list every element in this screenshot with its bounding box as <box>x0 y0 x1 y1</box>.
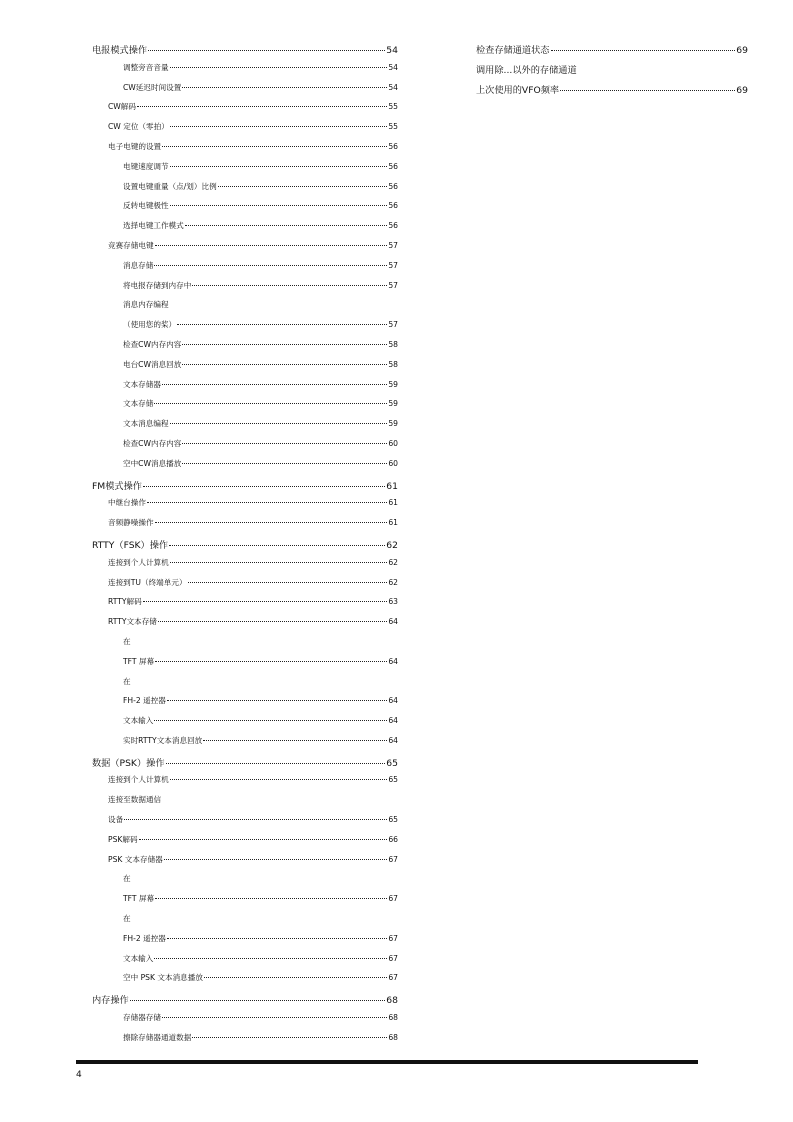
toc-entry-page: 60 <box>388 458 398 468</box>
toc-entry-title: 检查存储通道状态 <box>476 45 550 56</box>
toc-entry[interactable] <box>92 814 398 834</box>
toc-entry-title: 在 <box>123 636 131 646</box>
toc-entry-page: 68 <box>388 1013 398 1023</box>
toc-entry[interactable] <box>476 82 748 102</box>
toc-entry[interactable] <box>92 537 398 557</box>
toc-entry-title: 竞赛存储电键 <box>108 240 154 250</box>
toc-entry[interactable] <box>476 62 748 82</box>
toc-entry-title: 反转电键极性 <box>123 201 169 211</box>
toc-leader-dots <box>166 763 386 764</box>
toc-entry[interactable] <box>92 200 398 220</box>
toc-entry[interactable] <box>92 161 398 181</box>
toc-leader-dots <box>192 285 387 286</box>
toc-entry-title: CW 定位（零拍） <box>108 122 169 132</box>
toc-leader-dots <box>139 839 388 840</box>
toc-entry-title: 调用除...以外的存储通道 <box>476 64 577 76</box>
toc-entry-title: 擦除存储器通道数据 <box>123 1032 192 1042</box>
toc-entry-title: CW延迟时间设置 <box>123 82 182 92</box>
toc-entry[interactable] <box>92 240 398 260</box>
toc-leader-dots <box>155 661 387 662</box>
toc-entry-title: 调整旁音音量 <box>123 62 169 72</box>
toc-entry-title: 数据（PSK）操作 <box>92 757 165 769</box>
toc-entry[interactable] <box>92 972 398 992</box>
toc-entry-page: 56 <box>388 221 398 231</box>
toc-entry-page: 67 <box>388 854 398 864</box>
toc-entry-page: 54 <box>388 82 398 92</box>
toc-entry[interactable] <box>92 913 398 933</box>
toc-entry-title: 消息内存编程 <box>123 300 169 310</box>
toc-entry-page: 67 <box>388 973 398 983</box>
toc-leader-dots <box>124 819 387 820</box>
toc-entry-page: 59 <box>388 379 398 389</box>
toc-entry-title: 设置电键重量（点/划）比例 <box>123 181 217 191</box>
footer-rule <box>76 1060 698 1064</box>
toc-entry-title: 设备 <box>108 815 124 825</box>
toc-entry-page: 56 <box>388 181 398 191</box>
toc-leader-dots <box>185 225 388 226</box>
toc-entry-title: 检查CW内存内容 <box>123 339 182 349</box>
toc-entry-title: 连接到TU（终端单元） <box>108 577 187 587</box>
toc-leader-dots <box>143 601 388 602</box>
toc-entry-title: 电报模式操作 <box>92 45 148 56</box>
toc-leader-dots <box>154 265 387 266</box>
toc-entry-title: 文本输入 <box>123 953 154 963</box>
toc-leader-dots <box>203 740 387 741</box>
toc-entry-title: 选择电键工作模式 <box>123 221 184 231</box>
toc-entry[interactable] <box>92 121 398 141</box>
toc-entry[interactable] <box>92 893 398 913</box>
toc-leader-dots <box>204 977 387 978</box>
toc-leader-dots <box>130 1000 386 1001</box>
toc-leader-dots <box>170 562 388 563</box>
toc-entry-title: FH-2 遥控器 <box>123 696 166 706</box>
toc-entry[interactable] <box>92 280 398 300</box>
toc-leader-dots <box>167 938 387 939</box>
toc-entry[interactable] <box>92 478 398 498</box>
toc-entry[interactable] <box>92 398 398 418</box>
toc-entry-title: 存储器存储 <box>123 1013 161 1023</box>
toc-entry-page: 60 <box>388 438 398 448</box>
toc-entry-page: 67 <box>388 933 398 943</box>
toc-entry-page: 59 <box>388 419 398 429</box>
toc-entry[interactable] <box>92 438 398 458</box>
toc-entry-page: 64 <box>388 716 398 726</box>
toc-entry-page: 65 <box>388 775 398 785</box>
toc-entry-page: 56 <box>388 161 398 171</box>
toc-entry[interactable] <box>92 953 398 973</box>
toc-leader-dots <box>148 50 385 51</box>
toc-leader-dots <box>155 898 387 899</box>
toc-leader-dots <box>182 463 387 464</box>
toc-entry-page: 61 <box>386 480 398 492</box>
toc-entry-title: 上次使用的VFO频率 <box>476 84 560 96</box>
toc-leader-dots <box>155 245 388 246</box>
toc-entry[interactable] <box>92 458 398 478</box>
toc-entry-title: 将电报存储到内存中 <box>123 280 192 290</box>
toc-entry-title: 检查CW内存内容 <box>123 438 182 448</box>
toc-entry-page: 56 <box>388 201 398 211</box>
toc-entry-title: 在 <box>123 914 131 924</box>
toc-entry[interactable] <box>92 359 398 379</box>
toc-leader-dots <box>169 545 385 546</box>
toc-entry[interactable] <box>92 636 398 656</box>
toc-left-column <box>92 42 398 1052</box>
toc-entry[interactable] <box>92 854 398 874</box>
toc-leader-dots <box>162 384 387 385</box>
toc-entry[interactable] <box>92 715 398 735</box>
toc-entry[interactable] <box>92 339 398 359</box>
toc-entry[interactable] <box>92 596 398 616</box>
toc-entry[interactable] <box>92 695 398 715</box>
toc-entry-title: PSK 文本存储器 <box>108 854 163 864</box>
toc-leader-dots <box>162 1017 387 1018</box>
toc-entry-title: 在 <box>123 676 131 686</box>
toc-entry-title: 电子电键的设置 <box>108 141 162 151</box>
toc-entry-title: RTTY（FSK）操作 <box>92 539 169 551</box>
toc-entry-page: 61 <box>388 518 398 528</box>
toc-leader-dots <box>182 344 387 345</box>
toc-entry[interactable] <box>92 1012 398 1032</box>
toc-entry-page: 69 <box>736 45 748 56</box>
toc-leader-dots <box>167 700 387 701</box>
toc-entry[interactable] <box>92 82 398 102</box>
toc-entry[interactable] <box>92 735 398 755</box>
toc-entry[interactable] <box>92 181 398 201</box>
toc-leader-dots <box>137 106 387 107</box>
toc-entry[interactable] <box>92 656 398 676</box>
toc-entry-page: 54 <box>386 45 398 56</box>
toc-leader-dots <box>170 423 388 424</box>
toc-entry[interactable] <box>92 992 398 1012</box>
toc-entry[interactable] <box>92 933 398 953</box>
toc-entry-title: 中继台操作 <box>108 498 146 508</box>
toc-leader-dots <box>170 205 388 206</box>
toc-leader-dots <box>154 958 387 959</box>
toc-entry-page: 57 <box>388 320 398 330</box>
toc-entry-page: 57 <box>388 240 398 250</box>
toc-entry[interactable] <box>92 141 398 161</box>
toc-entry[interactable] <box>92 834 398 854</box>
toc-entry-page: 54 <box>388 62 398 72</box>
toc-entry[interactable] <box>476 42 748 62</box>
toc-leader-dots <box>147 502 387 503</box>
toc-entry-title: 内存操作 <box>92 995 129 1007</box>
toc-entry-title: TFT 屏幕 <box>123 656 155 666</box>
toc-leader-dots <box>182 364 387 365</box>
toc-entry-title: RTTY文本存储 <box>108 617 157 627</box>
toc-leader-dots <box>177 324 387 325</box>
toc-leader-dots <box>192 1037 387 1038</box>
toc-leader-dots <box>560 90 735 91</box>
toc-leader-dots <box>154 720 387 721</box>
toc-entry-page: 58 <box>388 359 398 369</box>
toc-entry-title: 消息存储 <box>123 260 154 270</box>
toc-leader-dots <box>164 859 388 860</box>
toc-entry-page: 62 <box>386 539 398 551</box>
toc-entry-title: FH-2 遥控器 <box>123 933 166 943</box>
toc-entry-page: 56 <box>388 141 398 151</box>
toc-entry[interactable] <box>92 497 398 517</box>
toc-entry[interactable] <box>92 517 398 537</box>
toc-entry[interactable] <box>92 62 398 82</box>
toc-leader-dots <box>182 443 387 444</box>
toc-entry-page: 55 <box>388 122 398 132</box>
toc-entry[interactable] <box>92 557 398 577</box>
toc-leader-dots <box>188 582 388 583</box>
toc-entry-title: PSK解码 <box>108 834 138 844</box>
toc-entry[interactable] <box>92 794 398 814</box>
toc-entry-title: 音频静噪操作 <box>108 518 154 528</box>
toc-leader-dots <box>143 486 385 487</box>
toc-entry-page: 68 <box>386 995 398 1007</box>
toc-entry[interactable] <box>92 260 398 280</box>
toc-entry[interactable] <box>92 755 398 775</box>
toc-entry-title: 在 <box>123 874 131 884</box>
toc-right-column <box>476 42 748 101</box>
toc-entry[interactable] <box>92 774 398 794</box>
toc-entry-page: 65 <box>388 815 398 825</box>
toc-entry-title: 文本存储 <box>123 399 154 409</box>
toc-entry[interactable] <box>92 418 398 438</box>
toc-entry-page: 64 <box>388 696 398 706</box>
toc-entry-page: 64 <box>388 735 398 745</box>
toc-entry-title: 电键速度调节 <box>123 161 169 171</box>
toc-entry-title: RTTY解码 <box>108 597 142 607</box>
toc-entry-page: 59 <box>388 399 398 409</box>
toc-entry-title: 实时RTTY文本消息回放 <box>123 735 203 745</box>
toc-entry-page: 64 <box>388 656 398 666</box>
toc-entry[interactable] <box>92 319 398 339</box>
toc-entry[interactable] <box>92 220 398 240</box>
toc-leader-dots <box>162 146 387 147</box>
toc-entry-page: 64 <box>388 617 398 627</box>
toc-entry[interactable] <box>92 299 398 319</box>
toc-entry[interactable] <box>92 42 398 62</box>
toc-entry-page: 55 <box>388 102 398 112</box>
toc-entry-title: （使用您的桨） <box>123 320 177 330</box>
toc-entry-page: 65 <box>386 757 398 769</box>
toc-leader-dots <box>182 87 387 88</box>
toc-entry-title: 电台CW消息回放 <box>123 359 182 369</box>
toc-entry-title: 空中 PSK 文本消息播放 <box>123 973 203 983</box>
toc-entry-page: 61 <box>388 498 398 508</box>
toc-entry-title: 连接到个人计算机 <box>108 557 169 567</box>
toc-entry[interactable] <box>92 101 398 121</box>
toc-entry[interactable] <box>92 676 398 696</box>
page-number: 4 <box>76 1070 82 1080</box>
toc-entry-title: 连接到个人计算机 <box>108 775 169 785</box>
toc-entry-page: 67 <box>388 894 398 904</box>
toc-leader-dots <box>170 779 388 780</box>
toc-entry-page: 68 <box>388 1032 398 1042</box>
toc-entry-page: 69 <box>736 84 748 96</box>
toc-entry[interactable] <box>92 1032 398 1052</box>
toc-leader-dots <box>170 126 388 127</box>
toc-entry-title: 文本存储器 <box>123 379 161 389</box>
toc-entry[interactable] <box>92 873 398 893</box>
toc-entry-page: 58 <box>388 339 398 349</box>
toc-leader-dots <box>158 621 387 622</box>
toc-entry-title: 文本消息编程 <box>123 419 169 429</box>
toc-entry[interactable] <box>92 379 398 399</box>
toc-leader-dots <box>551 50 736 51</box>
toc-entry-title: 空中CW消息播放 <box>123 458 182 468</box>
toc-entry-page: 66 <box>388 834 398 844</box>
toc-entry-page: 62 <box>388 577 398 587</box>
toc-leader-dots <box>154 403 387 404</box>
toc-entry-page: 67 <box>388 953 398 963</box>
toc-entry-page: 62 <box>388 557 398 567</box>
toc-entry-title: 连接至数据通信 <box>108 795 162 805</box>
toc-leader-dots <box>170 166 388 167</box>
toc-entry-page: 57 <box>388 280 398 290</box>
toc-leader-dots <box>170 67 388 68</box>
toc-entry[interactable] <box>92 577 398 597</box>
toc-entry-page: 57 <box>388 260 398 270</box>
toc-entry-title: 文本输入 <box>123 716 154 726</box>
toc-entry-page: 63 <box>388 597 398 607</box>
toc-entry[interactable] <box>92 616 398 636</box>
toc-leader-dots <box>155 522 388 523</box>
toc-entry-title: TFT 屏幕 <box>123 894 155 904</box>
toc-entry-title: CW解码 <box>108 102 136 112</box>
toc-entry-title: FM模式操作 <box>92 480 142 492</box>
toc-leader-dots <box>218 186 388 187</box>
